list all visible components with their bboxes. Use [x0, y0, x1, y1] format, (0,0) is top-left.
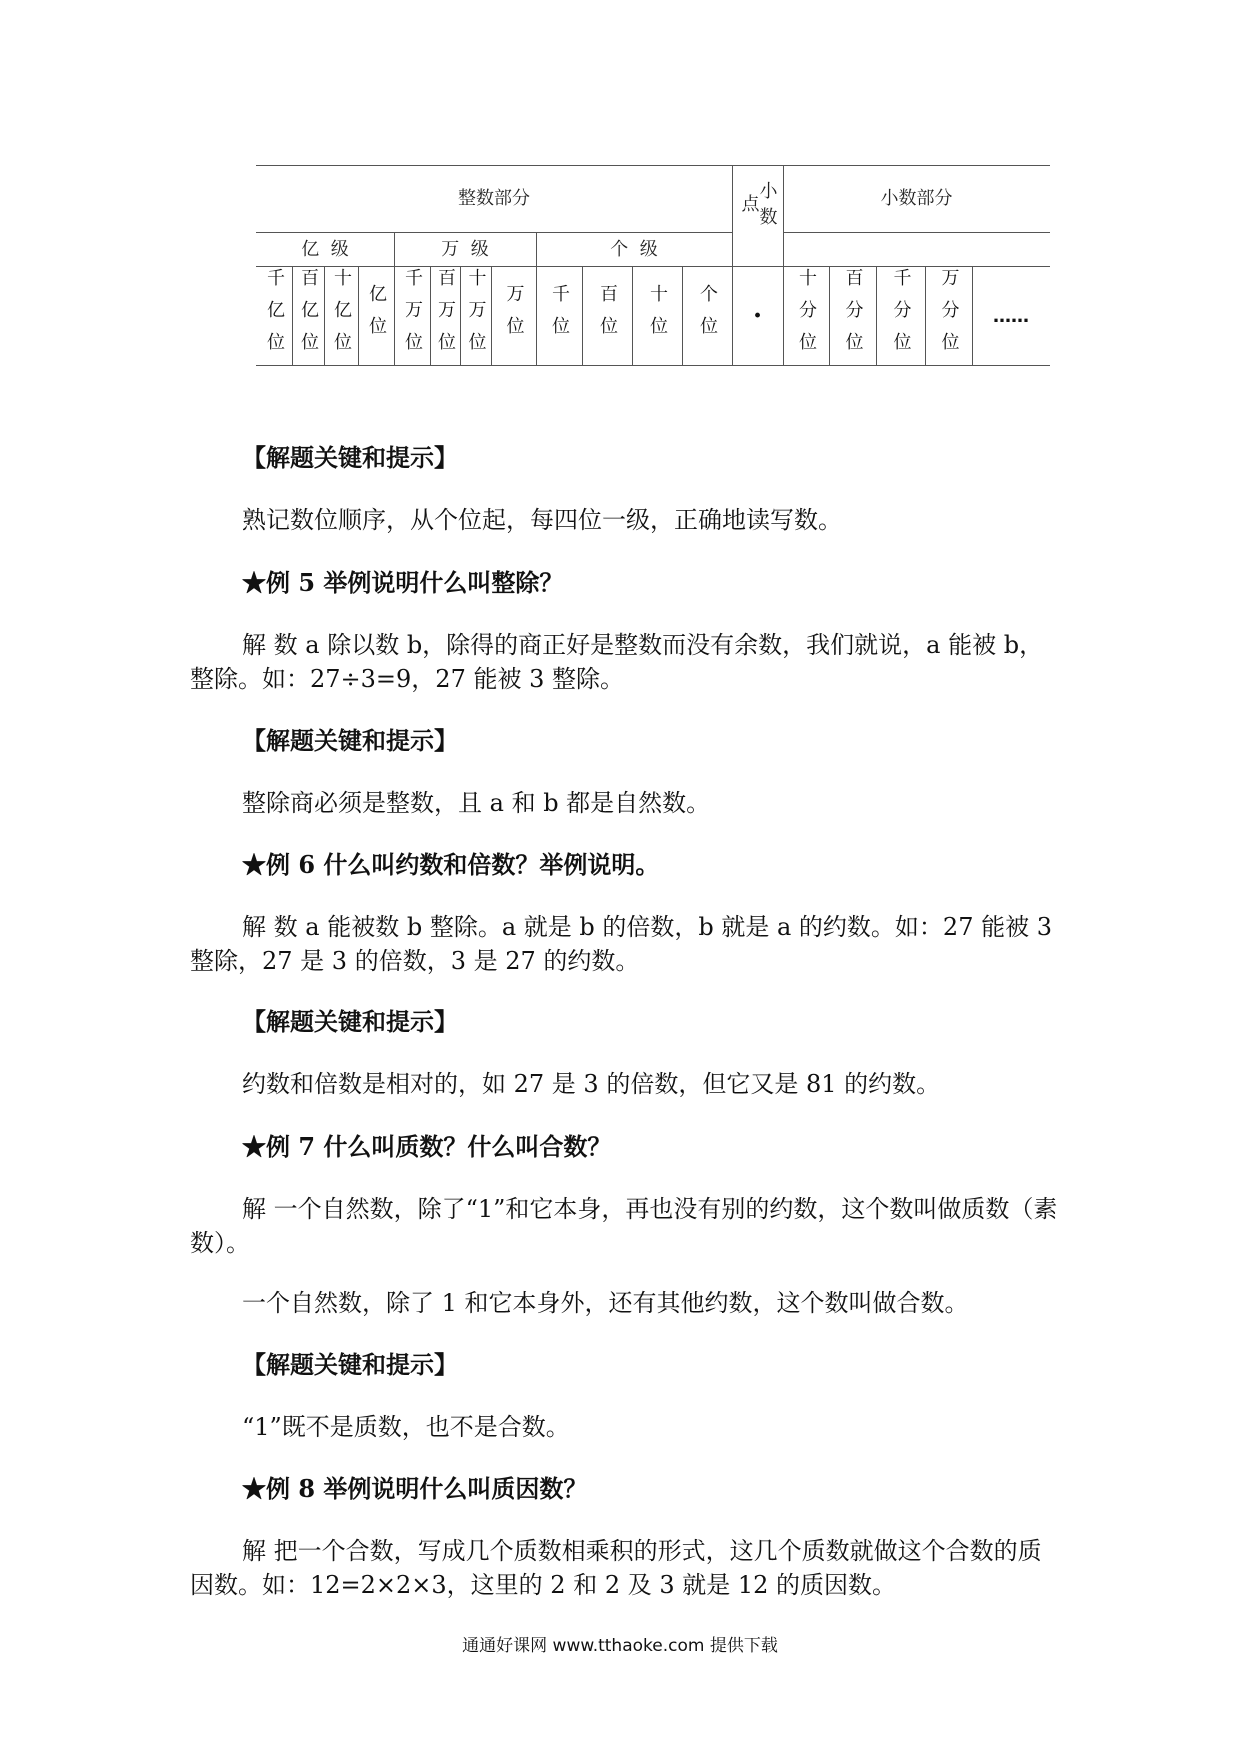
- column-qianfen: [876, 268, 925, 364]
- column-yi: [358, 268, 394, 364]
- column-label: 千分位: [890, 268, 912, 364]
- column-wanfen: [925, 268, 972, 364]
- column-baiyi: [292, 268, 324, 364]
- hint-body: “1”既不是质数，也不是合数。: [242, 1413, 570, 1441]
- column-shiyi: [324, 268, 358, 364]
- column-label: 千万位: [402, 268, 423, 364]
- column-label: 千位: [549, 284, 570, 348]
- table-top-rule: [256, 165, 1050, 166]
- table-column-rule: [256, 266, 1050, 267]
- decimal-point-header: [732, 177, 783, 237]
- column-label: 万位: [503, 284, 525, 348]
- column-baiwan: [430, 268, 460, 364]
- column-wan: [491, 268, 536, 364]
- hint-heading: 【解题关键和提示】: [242, 1007, 458, 1036]
- column-qian: [536, 268, 582, 364]
- column-label: 十亿位: [331, 268, 352, 364]
- example-7-answer: 解 一个自然数，除了“1”和它本身，再也没有别的约数，这个数叫做质数（素数）。: [190, 1195, 1058, 1257]
- example-5-title: ★例 5 举例说明什么叫整除？: [242, 568, 564, 597]
- column-label: 百万位: [435, 268, 456, 364]
- table-bottom-rule: [256, 365, 1050, 366]
- hint-heading: 【解题关键和提示】: [242, 1350, 458, 1379]
- hint-heading: 【解题关键和提示】: [242, 443, 458, 472]
- group-wan: 万 级: [441, 239, 489, 260]
- table-group-rule-left: [256, 232, 732, 233]
- example-5-answer: 解 数 a 除以数 b，除得的商正好是整数而没有余数，我们就说，a 能被 b，整除。如：27÷3=9，27 能被 3 整除。: [190, 631, 1044, 693]
- column-label: 十分位: [796, 268, 817, 364]
- column-label: 十位: [647, 284, 668, 348]
- column-label: 百分位: [842, 268, 864, 364]
- example-6-answer: 解 数 a 能被数 b 整除。a 就是 b 的倍数，b 就是 a 的约数。如：27 能被 3 整除，27 是 3 的倍数，3 是 27 的约数。: [190, 913, 1052, 975]
- column-qianwan: [394, 268, 430, 364]
- column-label: 百位: [597, 284, 618, 348]
- column-label: 十万位: [465, 268, 487, 364]
- example-8-answer: 解 把一个合数，写成几个质数相乘积的形式，这几个质数就做这个合数的质因数。如：12=2×2×3，这里的 2 和 2 及 3 就是 12 的质因数。: [190, 1537, 1042, 1599]
- column-shi: [632, 268, 682, 364]
- hint-body: 熟记数位顺序，从个位起，每四位一级，正确地读写数。: [242, 506, 842, 534]
- column-ge: [682, 268, 732, 364]
- hint-heading: 【解题关键和提示】: [242, 726, 458, 755]
- hint-body: 整除商必须是整数，且 a 和 b 都是自然数。: [242, 789, 711, 817]
- group-yi: 亿 级: [301, 239, 349, 260]
- column-shifen: [783, 268, 829, 364]
- decimal-point-symbol: ·: [752, 301, 763, 331]
- example-6-title: ★例 6 什么叫约数和倍数？举例说明。: [242, 850, 660, 879]
- page-footer: 通通好课网 www.tthaoke.com 提供下载: [462, 1636, 778, 1656]
- group-ge: 个 级: [610, 239, 658, 260]
- decimal-point-header-text: 小数点: [738, 181, 778, 233]
- column-label: 万分位: [938, 268, 960, 364]
- column-label: 个位: [697, 284, 718, 348]
- column-point: [732, 268, 783, 364]
- column-baifen: [829, 268, 876, 364]
- column-qianyi: [256, 268, 292, 364]
- column-label: 百亿位: [298, 268, 319, 364]
- column-label: 亿位: [366, 284, 387, 348]
- column-shiwan: [460, 268, 491, 364]
- column-ellipsis: [972, 268, 1050, 364]
- integer-part-header: 整数部分: [458, 188, 530, 209]
- hint-body: 约数和倍数是相对的，如 27 是 3 的倍数，但它又是 81 的约数。: [242, 1070, 941, 1098]
- example-7-answer-continued: 一个自然数，除了 1 和它本身外，还有其他约数，这个数叫做合数。: [242, 1289, 969, 1317]
- table-group-rule-right: [783, 232, 1050, 233]
- column-bai: [582, 268, 632, 364]
- column-label: 千亿位: [264, 268, 285, 364]
- example-8-title: ★例 8 举例说明什么叫质因数？: [242, 1474, 588, 1503]
- ellipsis-label: ……: [993, 305, 1029, 327]
- example-7-title: ★例 7 什么叫质数？什么叫合数？: [242, 1132, 612, 1161]
- decimal-part-header: 小数部分: [880, 188, 953, 209]
